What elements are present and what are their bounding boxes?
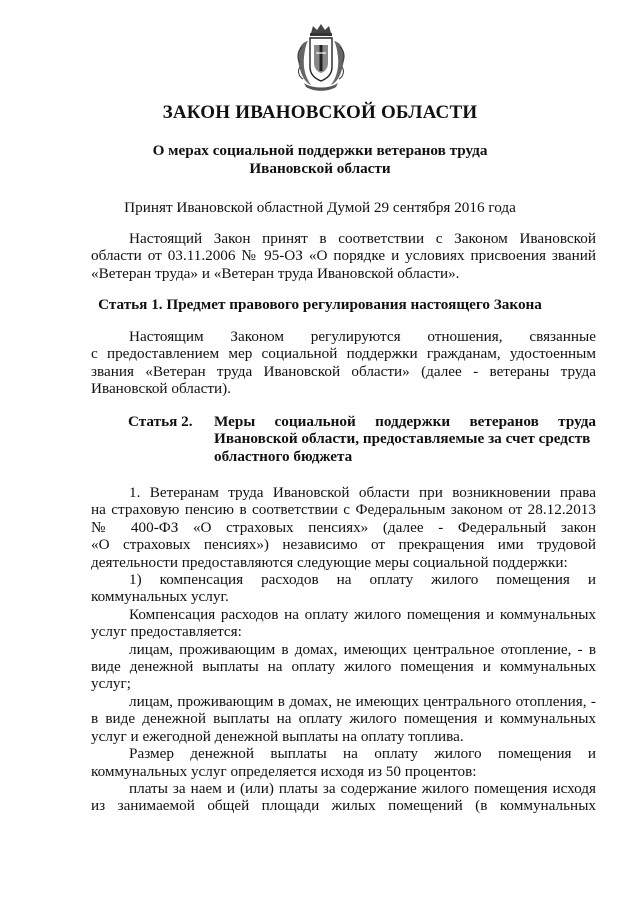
body-line: лицам, проживающим в домах, не имеющих центрального отопления, -: [129, 692, 596, 710]
document-title: ЗАКОН ИВАНОВСКОЙ ОБЛАСТИ: [162, 102, 478, 123]
article-1-text: [91, 328, 596, 398]
body-line: коммунальных услуг.: [91, 588, 229, 606]
article-1-heading: Статья 1. Предмет правового регулирования настоящего Закона: [98, 296, 542, 313]
text-line: Настоящий Закон принят в соответствии с Законом Ивановской: [129, 230, 596, 247]
heading-line: Ивановской области, предоставляемые за счет средств: [214, 430, 591, 448]
body-line: услуг предоставляется:: [91, 623, 242, 641]
ivanovo-coat-of-arms-icon: [294, 23, 348, 93]
text-line: Настоящим Законом регулируются отношения, связанные: [129, 328, 596, 345]
body-line: деятельности предоставляются следующие меры социальной поддержки:: [91, 553, 568, 571]
adoption-date: Принят Ивановской областной Думой 29 сентября 2016 года: [124, 199, 516, 216]
body-line: платы за наем и (или) платы за содержание жилого помещения исходя: [129, 779, 596, 797]
text-line: звания «Ветеран труда Ивановской области» (далее - ветераны труда: [91, 362, 596, 380]
article-2-body: [91, 484, 596, 815]
body-line: виде денежной выплаты на оплату жилого помещения и коммунальных: [91, 658, 596, 676]
text-line: с предоставлением мер социальной поддержки гражданам, удостоенным: [91, 345, 596, 363]
body-line: в виде денежной выплаты на оплату жилого помещения и коммунальных: [91, 710, 596, 728]
body-line: № 400-ФЗ «О страховых пенсиях» (далее - Федеральный закон: [91, 518, 596, 536]
body-line: 1. Ветеранам труда Ивановской области при возникновении права: [129, 484, 596, 501]
body-line: Компенсация расходов на оплату жилого помещения и коммунальных: [129, 605, 596, 623]
subtitle-line: О мерах социальной поддержки ветеранов труда: [152, 142, 488, 159]
body-line: услуг и ежегодной денежной выплаты на оплату топлива.: [91, 727, 464, 745]
text-line: области от 03.11.2006 № 95-ОЗ «О порядке и условиях присвоения званий: [91, 247, 596, 265]
intro-paragraph: [91, 230, 596, 282]
text-line: «Ветеран труда» и «Ветеран труда Ивановской области».: [91, 264, 460, 282]
heading-line: Меры социальной поддержки ветеранов труда: [214, 413, 596, 430]
body-line: Размер денежной выплаты на оплату жилого помещения и: [129, 745, 596, 763]
subtitle-line: Ивановской области: [249, 160, 391, 177]
text-line: Ивановской области).: [91, 380, 231, 398]
body-line: услуг;: [91, 675, 131, 693]
law-subtitle: [0, 142, 640, 178]
body-line: лицам, проживающим в домах, имеющих центральное отопление, - в: [129, 640, 596, 658]
heading-line: областного бюджета: [214, 447, 353, 465]
article-2-label: Статья 2.: [128, 413, 193, 430]
body-line: «О страховых пенсиях») независимо от прекращения ими трудовой: [91, 536, 596, 554]
body-line: коммунальных услуг определяется исходя из 50 процентов:: [91, 762, 477, 780]
body-line: из занимаемой общей площади жилых помещений (в коммунальных: [91, 797, 596, 815]
body-line: на страховую пенсию в соответствии с Федеральным законом от 28.12.2013: [91, 501, 596, 519]
body-line: 1) компенсация расходов на оплату жилого помещения и: [129, 571, 596, 589]
article-2-heading: [214, 413, 596, 465]
